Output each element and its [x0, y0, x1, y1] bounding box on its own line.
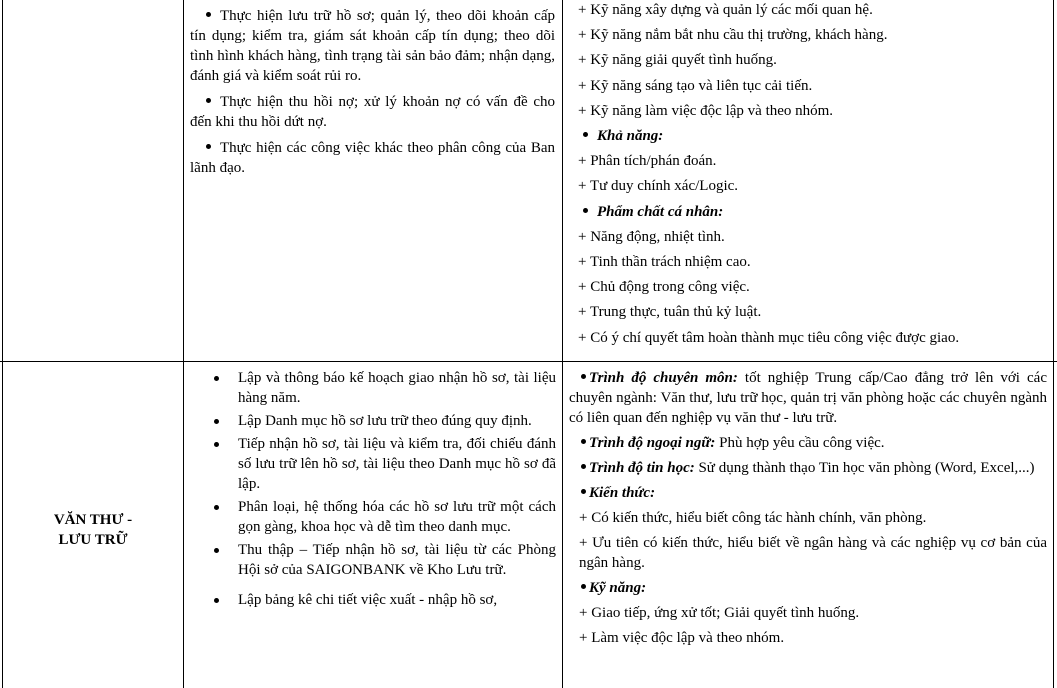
ability-item: + Tư duy chính xác/Logic. — [578, 178, 739, 195]
table-border-left — [2, 0, 3, 688]
duty-item: Lập và thông báo kế hoạch giao nhận hồ sơ, tài liệu hàng năm. — [210, 368, 556, 408]
it-requirement: Trình độ tin học: Sử dụng thành thạo Tin học văn phòng (Word, Excel,...) — [569, 458, 1047, 478]
bullet-icon — [581, 464, 586, 469]
row1-duties-cell — [190, 6, 555, 178]
bullet-icon — [214, 598, 219, 603]
knowledge-heading: Kiến thức: — [569, 483, 1047, 503]
bullet-icon — [214, 505, 219, 510]
bullet-icon — [206, 144, 211, 149]
quality-item: + Tinh thần trách nhiệm cao. — [578, 254, 751, 271]
education-requirement: Trình độ chuyên môn: tốt nghiệp Trung cấp/Cao đẳng trở lên với các chuyên ngành: Văn thư, lưu trữ học, quản trị văn phòng hoặc các chuyên ngành có liên quan đến nghiệp vụ văn thư - lưu trữ. — [569, 370, 1047, 426]
bullet-icon — [581, 374, 586, 379]
quality-item: + Năng động, nhiệt tình. — [578, 228, 725, 245]
bullet-icon — [214, 419, 219, 424]
skill-item: + Kỹ năng nắm bắt nhu cầu thị trường, khách hàng. — [578, 27, 888, 44]
duty-item: Lập bảng kê chi tiết việc xuất - nhập hồ sơ, — [210, 590, 556, 610]
quality-item: + Có ý chí quyết tâm hoàn thành mục tiêu công việc được giao. — [578, 329, 960, 346]
skill-item: + Giao tiếp, ứng xử tốt; Giải quyết tình huống. — [579, 605, 860, 621]
row1-requirements-cell — [578, 0, 1048, 351]
duty-item: Lập Danh mục hồ sơ lưu trữ theo đúng quy định. — [210, 411, 556, 431]
quality-heading: Phẩm chất cá nhân: — [578, 200, 1048, 225]
skill-item: + Làm việc độc lập và theo nhóm. — [579, 630, 785, 646]
bullet-icon — [583, 208, 588, 213]
bullet-icon — [214, 548, 219, 553]
row2-duties-cell — [210, 368, 556, 610]
column-divider-2 — [562, 0, 563, 688]
quality-item: + Trung thực, tuân thủ kỷ luật. — [578, 304, 762, 321]
knowledge-item: + Ưu tiên có kiến thức, hiểu biết về ngân hàng và các nghiệp vụ cơ bản của ngân hàng. — [579, 535, 1047, 571]
position-title: VĂN THƯ - LƯU TRỮ — [53, 512, 133, 548]
duty-item: Thực hiện thu hồi nợ; xử lý khoản nợ có vấn đề cho đến khi thu hồi dứt nợ. — [190, 94, 555, 130]
duty-item: Thực hiện lưu trữ hồ sơ; quản lý, theo dõi khoản cấp tín dụng; kiểm tra, giám sát khoản cấp tín dụng; theo dõi tình hình khách hàng, tình trạng tài sản bảo đảm; nhận dạng, đánh giá và kiểm soát rủi ro. — [190, 8, 555, 84]
skill-item: + Kỹ năng sáng tạo và liên tục cải tiến. — [578, 77, 813, 94]
skill-item: + Kỹ năng giải quyết tình huống. — [578, 52, 777, 69]
bullet-icon — [206, 98, 211, 103]
skill-item: + Kỹ năng xây dựng và quản lý các mối quan hệ. — [578, 2, 873, 18]
skill-item: + Kỹ năng làm việc độc lập và theo nhóm. — [578, 102, 834, 119]
knowledge-item: + Có kiến thức, hiểu biết công tác hành chính, văn phòng. — [579, 510, 927, 526]
row2-requirements-cell — [569, 368, 1047, 648]
skills-heading: Kỹ năng: — [569, 578, 1047, 598]
bullet-icon — [581, 489, 586, 494]
quality-item: + Chủ động trong công việc. — [578, 279, 750, 296]
language-requirement: Trình độ ngoại ngữ: Phù hợp yêu cầu công việc. — [569, 433, 1047, 453]
duty-item: Thực hiện các công việc khác theo phân công của Ban lãnh đạo. — [190, 140, 555, 176]
duty-item: Tiếp nhận hồ sơ, tài liệu và kiểm tra, đối chiếu đánh số lưu trữ lên hồ sơ, tài liệu theo Danh mục hồ sơ đã lập. — [210, 434, 556, 494]
column-divider-1 — [183, 0, 184, 688]
row-divider — [0, 361, 1057, 362]
bullet-icon — [581, 439, 586, 444]
ability-item: + Phân tích/phán đoán. — [578, 153, 717, 170]
ability-heading: Khả năng: — [578, 124, 1048, 149]
duty-item: Phân loại, hệ thống hóa các hồ sơ lưu trữ một cách gọn gàng, khoa học và dễ tìm theo danh mục. — [210, 497, 556, 537]
bullet-icon — [214, 442, 219, 447]
bullet-icon — [583, 132, 588, 137]
bullet-icon — [214, 376, 219, 381]
bullet-icon — [206, 12, 211, 17]
duty-item: Thu thập – Tiếp nhận hồ sơ, tài liệu từ các Phòng Hội sở của SAIGONBANK về Kho Lưu trữ. — [210, 540, 556, 580]
table-border-right — [1053, 0, 1054, 688]
bullet-icon — [581, 584, 586, 589]
